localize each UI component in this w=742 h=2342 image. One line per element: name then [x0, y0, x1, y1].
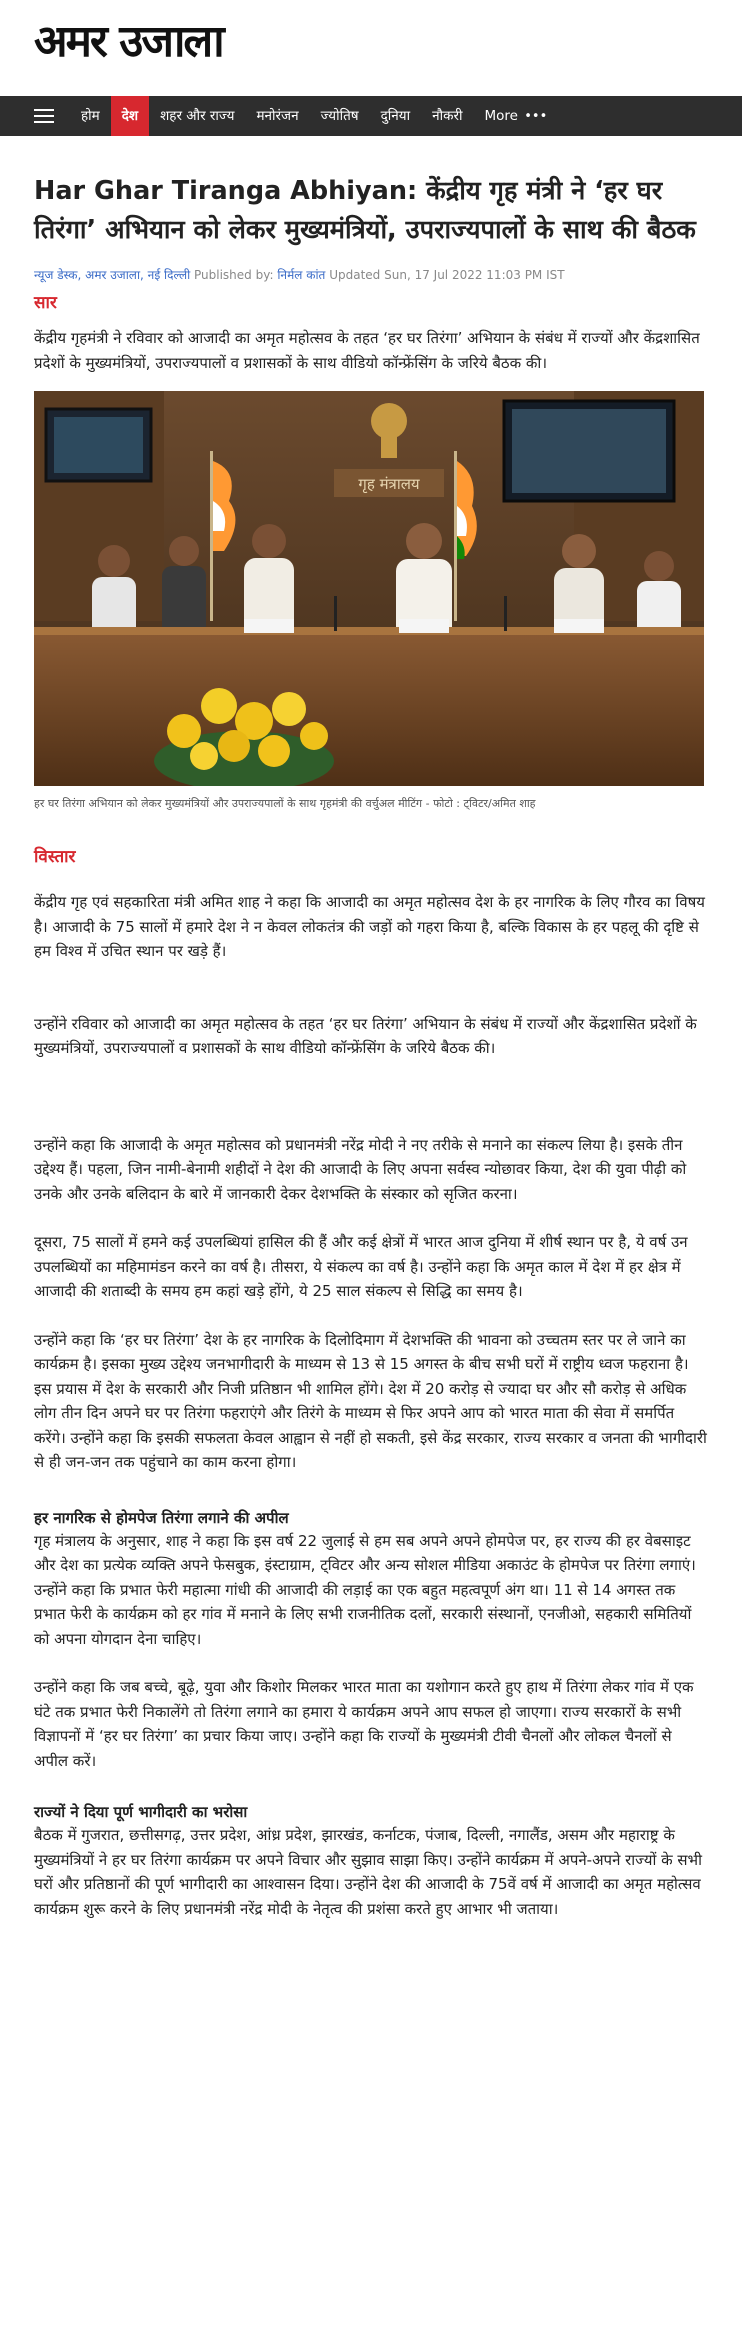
subheading: हर नागरिक से होमपेज तिरंगा लगाने की अपील — [34, 1508, 289, 1527]
more-dots-icon: ••• — [524, 109, 548, 124]
nav-item-entertainment[interactable]: मनोरंजन — [256, 108, 299, 124]
article-paragraph: उन्होंने कहा कि जब बच्चे, बूढ़े, युवा और किशोर मिलकर भारत माता का यशोगान करते हुए हाथ में तिरंगा लेकर गांव में एक घंटे तक प्रभात फेरी निकालेंगे तो तिरंगा लगाने का हमारा ये कार्यक्रम अपने आप सफल हो जाएगा। राज्य सरकारों के सभी विज्ञापनों में ‘हर घर तिरंगा’ का प्रचार किया जाए। उन्होंने कहा कि राज्यों के मुख्यमंत्री टीवी चैनलों और लोकल चैनलों से अपील करें। — [34, 1678, 694, 1770]
nav-item-astrology[interactable]: ज्योतिष — [320, 108, 359, 124]
nav-item-home[interactable]: होम — [81, 108, 100, 124]
main-nav — [0, 96, 742, 136]
byline — [34, 266, 708, 284]
article-paragraph: गृह मंत्रालय के अनुसार, शाह ने कहा कि इस वर्ष 22 जुलाई से हम सब अपने अपने होमपेज पर, हर राज्य की हर वेबसाइट और देश का प्रत्येक व्यक्ति अपने फेसबुक, इंस्टाग्राम, ट्विटर और अन्य सोशल मीडिया अकाउंट के होमपेज पर तिरंगा लगाएं। उन्होंने कहा कि प्रभात फेरी महात्मा गांधी की आजादी की लड़ाई का एक बहुत महत्वपूर्ण अंग था। 11 से 14 अगस्त तक प्रभात फेरी के कार्यक्रम को हर गांव में मनाने के लिए सभी राजनीतिक दलों, सरकारी संस्थानों, एनजीओ, सहकारी समितियों को अपना योगदान देना चाहिए। — [34, 1531, 696, 1648]
article-paragraph: उन्होंने कहा कि ‘हर घर तिरंगा’ देश के हर नागरिक के दिलोदिमाग में देशभक्ति की भावना को उच्चतम स्तर पर ले जाने का कार्यक्रम है। इसका मुख्य उद्देश्य जनभागीदारी के माध्यम से 13 से 15 अगस्त के बीच सभी घरों में राष्ट्रीय ध्वज फहराना है। इस प्रयास में देश के सरकारी और निजी प्रतिष्ठान भी शामिल होंगे। देश में 20 करोड़ से ज्यादा घर और सौ करोड़ से अधिक लोग तीन दिन अपने घर पर तिरंगा फहराएंगे और तिरंगे के माध्यम से फिर अपने आप को भारत माता की सेवा में समर्पित करेंगे। उन्होंने कहा कि इसकी सफलता केवल आह्वान से नहीं हो सकती, इसे केंद्र सरकार, राज्य सरकार व जनता की भागीदारी से ही जन-जन तक पहुंचाने का काम करना होगा। — [34, 1330, 707, 1471]
photo-sign-text: गृह मंत्रालय — [358, 475, 420, 493]
article-headline: Har Ghar Tiranga Abhiyan: केंद्रीय गृह मंत्री ने ‘हर घर तिरंगा’ अभियान को लेकर मुख्यमंत्रियों, उपराज्यपालों के साथ की बैठक — [34, 176, 696, 245]
article-paragraph: दूसरा, 75 सालों में हमने कई उपलब्धियां हासिल की हैं और कई क्षेत्रों में भारत आज दुनिया में शीर्ष स्थान पर है, ये वर्ष उन उपलब्धियों का महिमामंडन करने का वर्ष है। तीसरा, ये संकल्प का वर्ष है। उन्होंने कहा कि अमृत काल में देश में हर क्षेत्र में आजादी की शताब्दी के समय हम कहां खड़े होंगे, ये 25 साल संकल्प से सिद्धि का समय है। — [34, 1233, 688, 1300]
article — [0, 172, 742, 1921]
nav-item-jobs[interactable]: नौकरी — [432, 108, 463, 124]
meeting-photo-illustration — [34, 391, 704, 786]
article-summary: केंद्रीय गृहमंत्री ने रविवार को आजादी का अमृत महोत्सव के तहत ‘हर घर तिरंगा’ अभियान के संबंध में राज्यों और केंद्रशासित प्रदेशों के मुख्यमंत्रियों, उपराज्यपालों व प्रशासकों के साथ वीडियो कॉन्फ्रेंसिंग के जरिये बैठक की। — [34, 329, 700, 372]
article-paragraph: बैठक में गुजरात, छत्तीसगढ़, उत्तर प्रदेश, आंध्र प्रदेश, झारखंड, कर्नाटक, पंजाब, दिल्ली, नगालैंड, असम और महाराष्ट्र के मुख्यमंत्रियों ने हर घर तिरंगा कार्यक्रम पर अपने विचार और सुझाव साझा किए। उन्होंने कार्यक्रम में अपने-अपने राज्यों के सभी घरों और प्रतिष्ठानों की पूर्ण भागीदारी का आश्वासन दिया। उन्होंने देश की आजादी के 75वें वर्ष में आजादी का अमृत महोत्सव कार्यक्रम शुरू करने के लिए प्रधानमंत्री नरेंद्र मोदी के नेतृत्व की प्रशंसा करते हुए आभार भी जताया। — [34, 1826, 702, 1918]
subheading: राज्यों ने दिया पूर्ण भागीदारी का भरोसा — [34, 1803, 248, 1821]
published-by-label: Published by: — [194, 268, 274, 282]
byline-author[interactable]: न्यूज डेस्क, अमर उजाला, नई दिल्ली — [34, 268, 191, 282]
article-paragraph: केंद्रीय गृह एवं सहकारिता मंत्री अमित शाह ने कहा कि आजादी का अमृत महोत्सव देश के हर नागरिक के लिए गौरव का विषय है। आजादी के 75 सालों में हमारे देश ने न केवल लोकतंत्र की जड़ों को गहरा किया है, बल्कि विकास के हर पहलू की दृष्टि से हम विश्व में उचित स्थान पर खड़े हैं। — [34, 893, 705, 960]
article-paragraph: उन्होंने कहा कि आजादी के अमृत महोत्सव को प्रधानमंत्री नरेंद्र मोदी ने नए तरीके से मनाने का संकल्प लिया है। इसके तीन उद्देश्य हैं। पहला, जिन नामी-बेनामी शहीदों ने देश की आजादी के लिए अपना सर्वस्व न्योछावर किया, देश की युवा पीढ़ी को उनके और उनके बलिदान के बारे में जानकारी देकर देशभक्ति के संस्कार को सृजित करना। — [34, 1135, 687, 1203]
nav-item-desh[interactable]: देश — [111, 96, 149, 136]
more-label: More — [484, 108, 518, 124]
vistar-label: विस्तार — [34, 847, 76, 867]
hamburger-menu-icon[interactable] — [34, 109, 54, 123]
nav-item-world[interactable]: दुनिया — [380, 108, 411, 124]
saar-label: सार — [34, 293, 57, 313]
photo-caption: हर घर तिरंगा अभियान को लेकर मुख्यमंत्रियों और उपराज्यपालों के साथ गृहमंत्री की वर्चुअल मीटिंग - फोटो : ट्विटर/अमित शाह — [34, 797, 536, 810]
nav-item-city-state[interactable]: शहर और राज्य — [160, 108, 235, 124]
byline-updated: Updated Sun, 17 Jul 2022 11:03 PM IST — [329, 268, 565, 282]
article-paragraph: उन्होंने रविवार को आजादी का अमृत महोत्सव के तहत ‘हर घर तिरंगा’ अभियान के संबंध में राज्यों और केंद्रशासित प्रदेशों के मुख्यमंत्रियों, उपराज्यपालों व प्रशासकों के साथ वीडियो कॉन्फ्रेंसिंग के जरिये बैठक की। — [34, 1014, 697, 1057]
nav-item-more[interactable] — [473, 96, 558, 136]
site-logo[interactable]: अमर उजाला — [34, 16, 223, 67]
byline-publisher[interactable]: निर्मल कांत — [277, 268, 326, 282]
article-photo — [34, 391, 704, 786]
header — [0, 0, 742, 96]
